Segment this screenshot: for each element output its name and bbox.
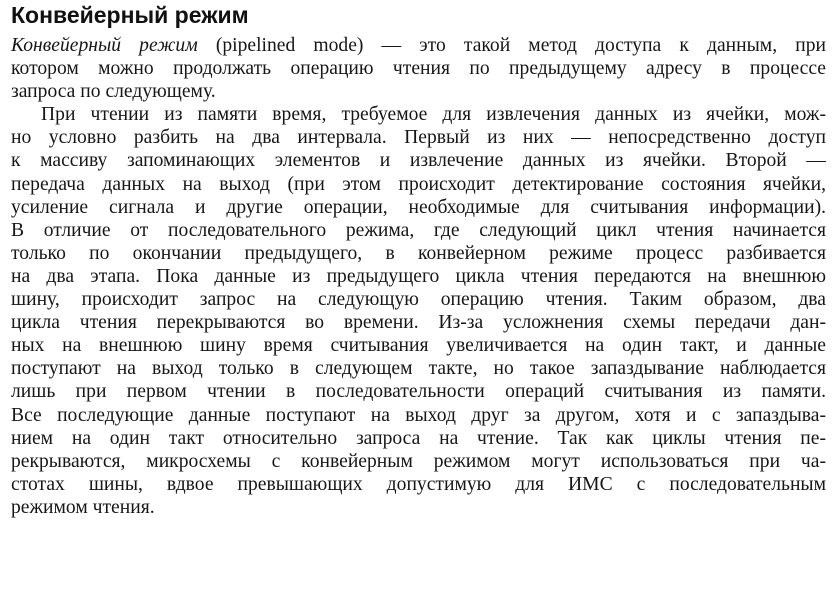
text-line: на два этапа. Пока данные из предыдущего цикла чтения передаются на внешнюю	[11, 265, 826, 287]
definition-term: Конвейерный режим	[11, 35, 198, 56]
text-line: В отличие от последовательного режима, где следующий цикл чтения начинается	[11, 219, 826, 241]
section-heading: Конвейерный режим	[11, 2, 249, 28]
text-line: к массиву запоминающих элементов и извлечение данных из ячейки. Второй —	[11, 150, 826, 172]
text-line: усиление сигнала и другие операции, необходимые для считывания информации).	[11, 196, 826, 218]
text-line: цикла чтения перекрываются во времени. Из-за усложнения схемы передачи дан-	[11, 312, 826, 334]
text-line: поступают на выход только в следующем такте, но такое запаздывание наблюдается	[11, 358, 826, 380]
text-line: передача данных на выход (при этом происходит детектирование состояния ячейки,	[11, 173, 826, 195]
text-line: режимом чтения.	[11, 496, 155, 518]
text-line: только по окончании предыдущего, в конвейерном режиме процесс разбивается	[11, 242, 826, 264]
text-line: запроса по следующему.	[11, 81, 216, 103]
text-line	[11, 34, 826, 57]
text-line: нием на один такт относительно запроса на чтение. Так как циклы чтения пе-	[11, 427, 826, 449]
text-line: но условно разбить на два интервала. Первый из них — непосредственно доступ	[11, 127, 826, 149]
text-line: котором можно продолжать операцию чтения по предыдущему адресу в процессе	[11, 58, 826, 80]
text-line: шину, происходит запрос на следующую операцию чтения. Таким образом, два	[11, 289, 826, 311]
body-text	[11, 34, 826, 519]
text-line: Все последующие данные поступают на выход друг за другом, хотя и с запаздыва-	[11, 404, 826, 426]
main-paragraph	[11, 103, 826, 519]
text-line: При чтении из памяти время, требуемое для извлечения данных из ячейки, мож-	[41, 104, 826, 126]
definition-text: (pipelined mode) — это такой метод доступа к данным, при	[197, 35, 826, 56]
text-line: стотах шины, вдвое превышающих допустимую для ИМС с последовательным	[11, 473, 826, 495]
text-line: рекрываются, микросхемы с конвейерным режимом могут использоваться при ча-	[11, 450, 826, 472]
text-line: лишь при первом чтении в последовательности операций считывания из памяти.	[11, 381, 826, 403]
definition-paragraph	[11, 34, 826, 103]
text-line: ных на внешнюю шину время считывания увеличивается на один такт, и данные	[11, 335, 826, 357]
